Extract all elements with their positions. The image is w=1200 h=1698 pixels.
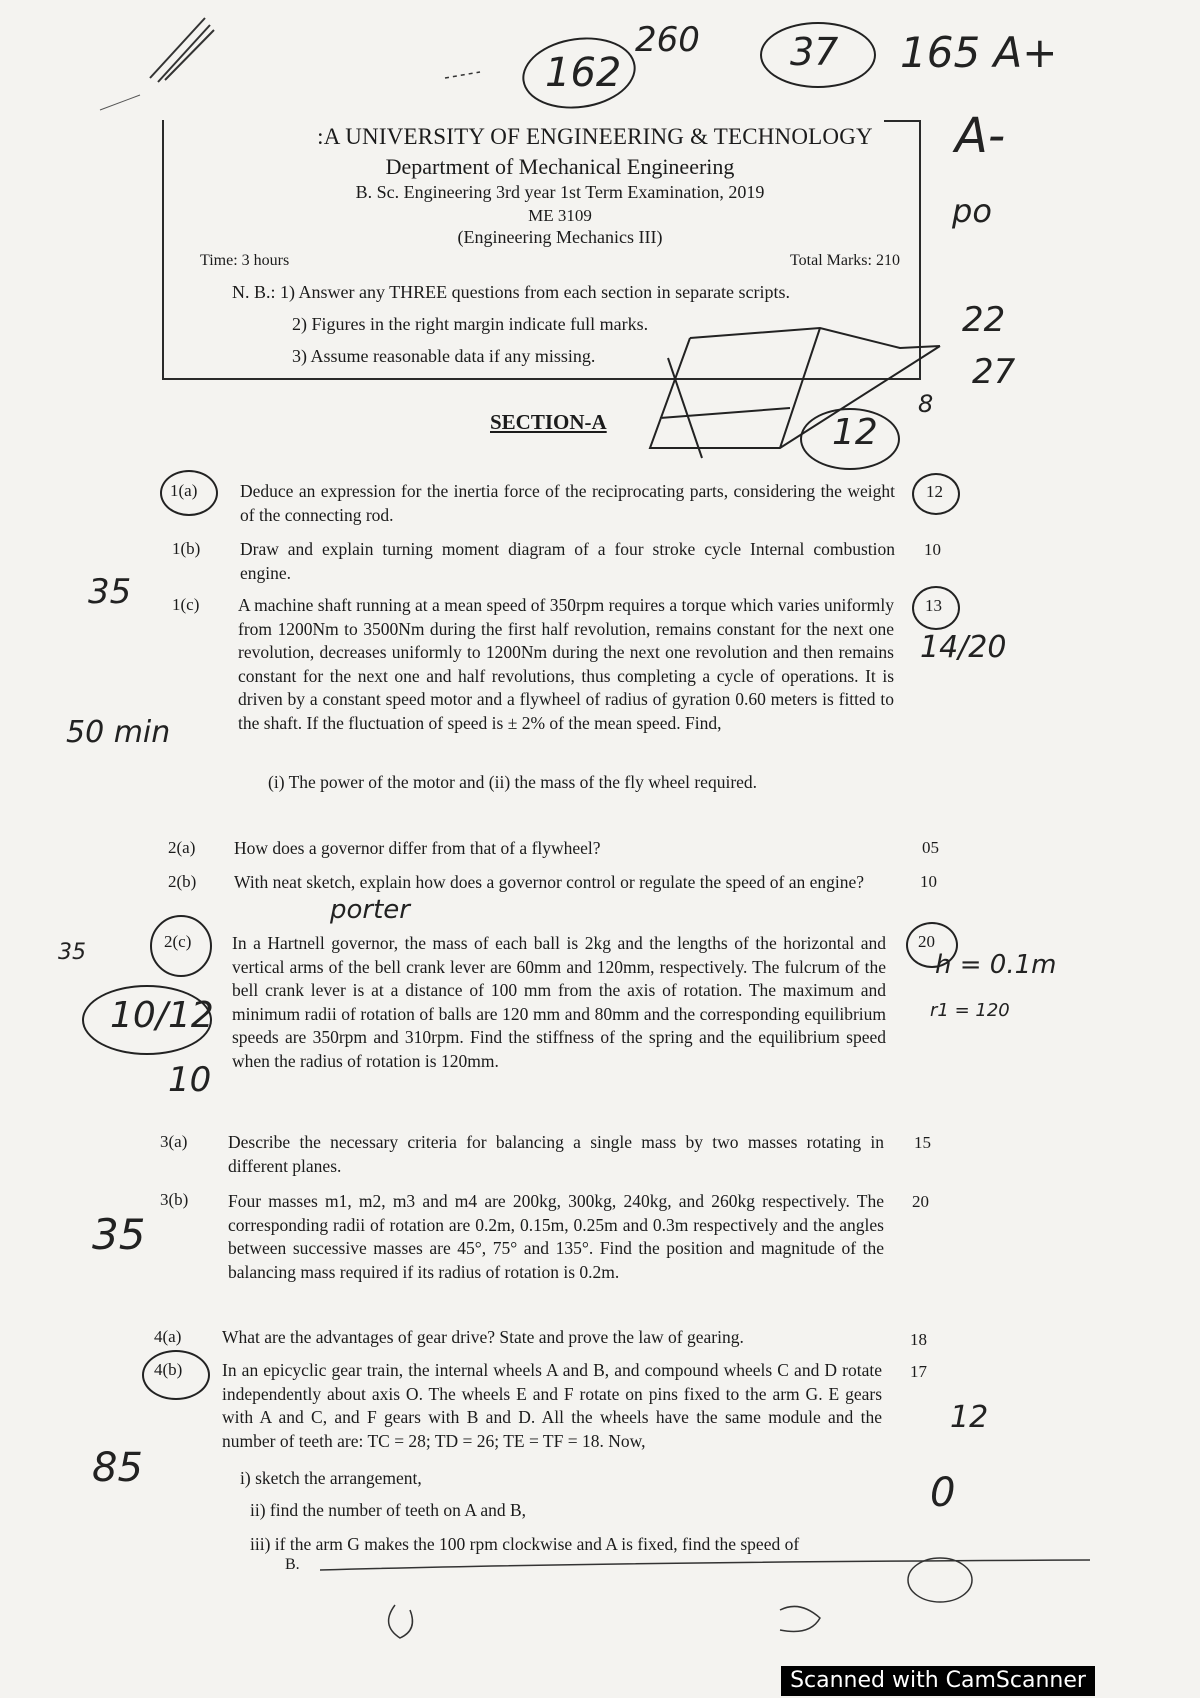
margin-score: 85 bbox=[92, 1445, 143, 1491]
question-marks: 20 bbox=[912, 1192, 929, 1211]
nb-line-1: N. B.: 1) Answer any THREE questions from each section in separate scripts. bbox=[232, 282, 791, 302]
margin-score: 12 bbox=[950, 1400, 989, 1435]
annotation-po: po bbox=[952, 192, 992, 230]
question-marks: 12 bbox=[926, 482, 943, 501]
question-subpart: iii) if the arm G makes the 100 rpm clockwise and A is fixed, find the speed of bbox=[250, 1534, 800, 1554]
question-label: 2(b) bbox=[168, 872, 197, 891]
margin-score: 0 bbox=[930, 1470, 956, 1516]
question-marks: 10 bbox=[920, 872, 937, 891]
annotation-a-minus: A- bbox=[955, 108, 1006, 164]
course-name: (Engineering Mechanics III) bbox=[457, 227, 663, 247]
question-subpart: (i) The power of the motor and (ii) the mass of the fly wheel required. bbox=[268, 772, 758, 792]
margin-score: 35 bbox=[88, 572, 132, 612]
question-label: 4(b) bbox=[154, 1360, 183, 1379]
exam-title: B. Sc. Engineering 3rd year 1st Term Examination, 2019 bbox=[355, 182, 765, 202]
margin-score: 10/12 bbox=[110, 995, 214, 1036]
margin-score: 35 bbox=[58, 940, 86, 965]
margin-score: 10 bbox=[168, 1060, 212, 1100]
question-marks: 05 bbox=[922, 838, 939, 857]
question-text: A machine shaft running at a mean speed of 350rpm requires a torque which varies uniformly from 1200Nm to 3500Nm during the first half revolution, remains constant for the next one revolution, decreases uniformly to 1200Nm during the next one revolution and then remains constant for the next one and half revolutions, thus completing a cycle of operations. It is driven by a constant speed motor and a flywheel of radius of gyration 0.60 meters is fitted to the shaft. If the fluctuation of speed is ± 2% of the mean speed. Find, bbox=[238, 595, 894, 733]
annotation-260: 260 bbox=[635, 20, 700, 60]
question-label: 2(a) bbox=[168, 838, 196, 857]
margin-note: porter bbox=[330, 895, 410, 925]
question-subpart: i) sketch the arrangement, bbox=[240, 1468, 422, 1488]
question-subpart: B. bbox=[285, 1556, 300, 1573]
course-code: ME 3109 bbox=[528, 206, 592, 225]
department-name: Department of Mechanical Engineering bbox=[385, 154, 735, 179]
question-label: 1(a) bbox=[170, 481, 198, 500]
margin-note: r1 = 120 bbox=[930, 1000, 1010, 1021]
exam-time: Time: 3 hours bbox=[200, 252, 290, 269]
pen-scribble-bottom bbox=[300, 1540, 1120, 1650]
margin-score: 14/20 bbox=[920, 630, 1007, 665]
question-label: 1(b) bbox=[172, 539, 201, 558]
question-text: Deduce an expression for the inertia force of the reciprocating parts, considering the weight of the connecting rod. bbox=[240, 481, 895, 525]
question-marks: 17 bbox=[910, 1362, 927, 1381]
annotation-37: 37 bbox=[790, 30, 839, 74]
annotation-162: 162 bbox=[545, 50, 622, 96]
question-text: Four masses m1, m2, m3 and m4 are 200kg, 300kg, 240kg, and 260kg respectively. The corresponding radii of rotation are 0.2m, 0.15m, 0.25m and 0.3m respectively and the angles between successive masses are 45°, 75° and 135°. Find the position and magnitude of the balancing mass required if its radius of rotation is 0.2m. bbox=[228, 1191, 884, 1282]
margin-score: 35 bbox=[92, 1210, 146, 1259]
question-text: Describe the necessary criteria for balancing a single mass by two masses rotating in different planes. bbox=[228, 1132, 884, 1176]
margin-note: h = 0.1m bbox=[935, 950, 1057, 980]
question-text: How does a governor differ from that of a flywheel? bbox=[234, 838, 601, 858]
annotation-165-aplus: 165 A+ bbox=[900, 28, 1058, 77]
margin-note: 50 min bbox=[66, 715, 171, 750]
question-label: 2(c) bbox=[164, 932, 192, 951]
question-label: 3(b) bbox=[160, 1190, 189, 1209]
nb-line-2: 2) Figures in the right margin indicate full marks. bbox=[292, 314, 649, 334]
question-label: 1(c) bbox=[172, 595, 200, 614]
question-text: Draw and explain turning moment diagram of a four stroke cycle Internal combustion engine. bbox=[240, 539, 895, 583]
annotation-8: 8 bbox=[918, 390, 934, 418]
question-text: In a Hartnell governor, the mass of each ball is 2kg and the lengths of the horizontal and vertical arms of the bell crank lever are 60mm and 120mm, respectively. The fulcrum of the bell crank lever is at a distance of 100 mm from the axis of rotation. The maximum and minimum radii of rotation of balls are 120 mm and 80mm and the corresponding equilibrium speeds are 350rpm and 310rpm. Find the stiffness of the spring and the equilibrium speed when the radius of rotation is 120mm. bbox=[232, 933, 886, 1071]
total-marks: Total Marks: 210 bbox=[790, 252, 900, 269]
question-label: 3(a) bbox=[160, 1132, 188, 1151]
question-marks: 20 bbox=[918, 932, 935, 951]
question-marks: 18 bbox=[910, 1330, 927, 1349]
annotation-12: 12 bbox=[832, 412, 878, 453]
camscanner-badge: Scanned with CamScanner bbox=[781, 1666, 1095, 1696]
annotation-22: 22 bbox=[962, 300, 1006, 340]
section-title: SECTION-A bbox=[490, 410, 607, 434]
question-subpart: ii) find the number of teeth on A and B, bbox=[250, 1500, 527, 1520]
question-text: What are the advantages of gear drive? State and prove the law of gearing. bbox=[222, 1327, 744, 1347]
question-marks: 15 bbox=[914, 1133, 931, 1152]
nb-line-3: 3) Assume reasonable data if any missing. bbox=[292, 346, 596, 366]
handwritten-sketch bbox=[640, 318, 960, 468]
question-label: 4(a) bbox=[154, 1327, 182, 1346]
annotation-27: 27 bbox=[972, 352, 1016, 392]
university-name: :A UNIVERSITY OF ENGINEERING & TECHNOLOGY bbox=[317, 124, 873, 149]
question-marks: 13 bbox=[925, 596, 942, 615]
question-text: In an epicyclic gear train, the internal wheels A and B, and compound wheels C and D rotate independently about axis O. The wheels E and F rotate on pins fixed to the arm G. E gears with A and C, and F gears with B and D. All the wheels have the same module and the number of teeth are: TC = 28; TD = 26; TE = TF = 18. Now, bbox=[222, 1360, 882, 1451]
question-marks: 10 bbox=[924, 540, 941, 559]
question-text: With neat sketch, explain how does a governor control or regulate the speed of an engine? bbox=[234, 872, 865, 892]
